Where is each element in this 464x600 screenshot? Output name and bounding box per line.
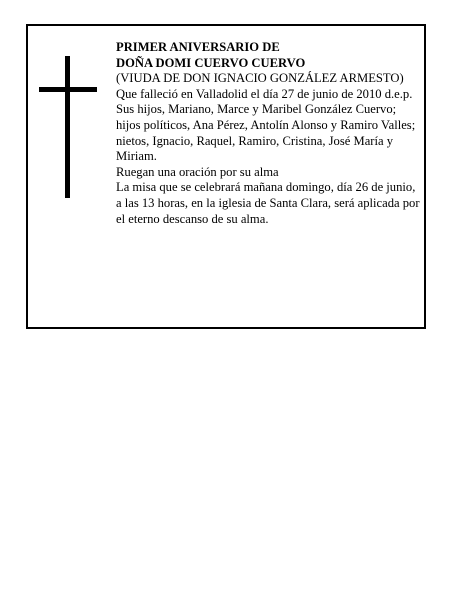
obituary-notice (26, 24, 426, 329)
cross-vertical-bar (65, 56, 70, 198)
death-info: Que falleció en Valladolid el día 27 de junio de 2010 d.e.p. (116, 86, 413, 101)
deceased-name: DOÑA DOMI CUERVO CUERVO (116, 55, 306, 70)
mass-info: La misa que se celebrará mañana domingo, día 26 de junio, a las 13 horas, en la iglesia de Santa Clara, será aplicada por el eterno descanso de su alma. (116, 180, 420, 226)
prayer-request: Ruegan una oración por su alma (116, 164, 279, 179)
cross-horizontal-bar (39, 87, 97, 92)
heading-line-1: PRIMER ANIVERSARIO DE (116, 40, 280, 54)
cross-icon (39, 56, 99, 198)
widow-line: (VIUDA DE DON IGNACIO GONZÁLEZ ARMESTO) (116, 71, 404, 86)
notice-text (116, 40, 421, 227)
family-list: Sus hijos, Mariano, Marce y Maribel González Cuervo; hijos políticos, Ana Pérez, Antolín Alonso y Ramiro Valles; nietos, Ignacio, Raquel, Ramiro, Cristina, José María y Miriam. (116, 102, 416, 164)
